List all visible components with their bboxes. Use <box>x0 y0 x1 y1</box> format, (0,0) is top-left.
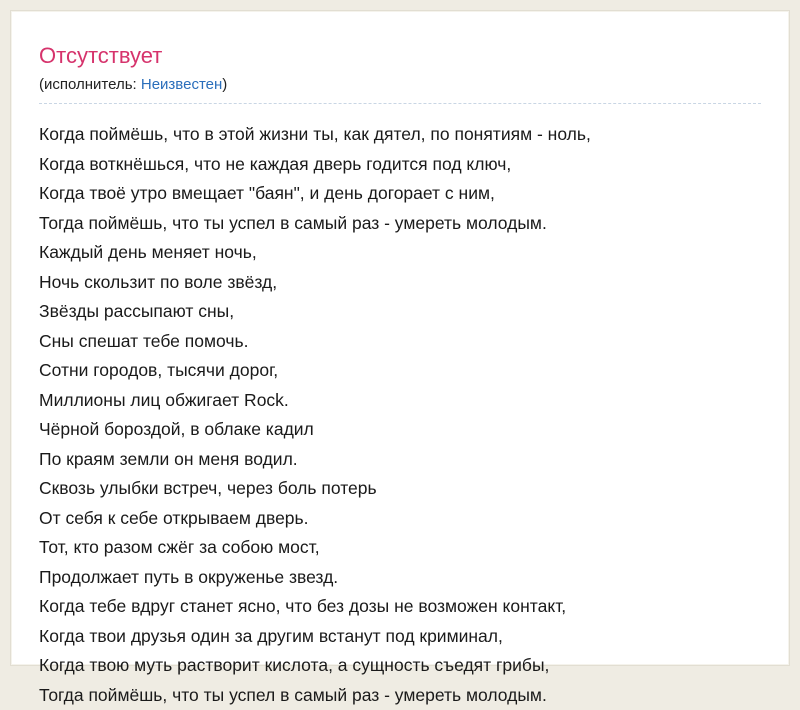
lyrics-line: Звёзды рассыпают сны, <box>39 297 761 327</box>
artist-link[interactable]: Неизвестен <box>141 76 222 93</box>
lyrics-line: Когда тебе вдруг станет ясно, что без дозы не возможен контакт, <box>39 592 761 622</box>
lyrics-line: Тот, кто разом сжёг за собою мост, <box>39 533 761 563</box>
lyrics-line: Ночь скользит по воле звёзд, <box>39 268 761 298</box>
lyrics-line: Когда твою муть растворит кислота, а сущность съедят грибы, <box>39 651 761 681</box>
lyrics-line: Когда твои друзья один за другим встанут под криминал, <box>39 622 761 652</box>
lyrics-content <box>39 43 761 710</box>
lyrics-line: Продолжает путь в окруженье звезд. <box>39 563 761 593</box>
lyrics-line: Сны спешат тебе помочь. <box>39 327 761 357</box>
lyrics-line: Миллионы лиц обжигает Rock. <box>39 386 761 416</box>
lyrics-line: Когда твоё утро вмещает "баян", и день догорает с ним, <box>39 179 761 209</box>
lyrics-line: По краям земли он меня водил. <box>39 445 761 475</box>
lyrics-line: От себя к себе открываем дверь. <box>39 504 761 534</box>
lyrics-line: Когда поймёшь, что в этой жизни ты, как дятел, по понятиям - ноль, <box>39 120 761 150</box>
lyrics-line: Сквозь улыбки встреч, через боль потерь <box>39 474 761 504</box>
artist-suffix-label: ) <box>222 76 227 93</box>
page-title: Отсутствует <box>39 43 761 69</box>
lyrics-lines <box>39 104 761 710</box>
lyrics-line: Когда воткнёшься, что не каждая дверь годится под ключ, <box>39 150 761 180</box>
lyrics-line: Каждый день меняет ночь, <box>39 238 761 268</box>
lyrics-page <box>10 10 790 666</box>
lyrics-line: Тогда поймёшь, что ты успел в самый раз - умереть молодым. <box>39 681 761 710</box>
lyrics-line: Чёрной бороздой, в облаке кадил <box>39 415 761 445</box>
artist-prefix-label: (исполнитель: <box>39 76 141 93</box>
artist-line <box>39 75 761 104</box>
lyrics-line: Тогда поймёшь, что ты успел в самый раз - умереть молодым. <box>39 209 761 239</box>
lyrics-line: Сотни городов, тысячи дорог, <box>39 356 761 386</box>
